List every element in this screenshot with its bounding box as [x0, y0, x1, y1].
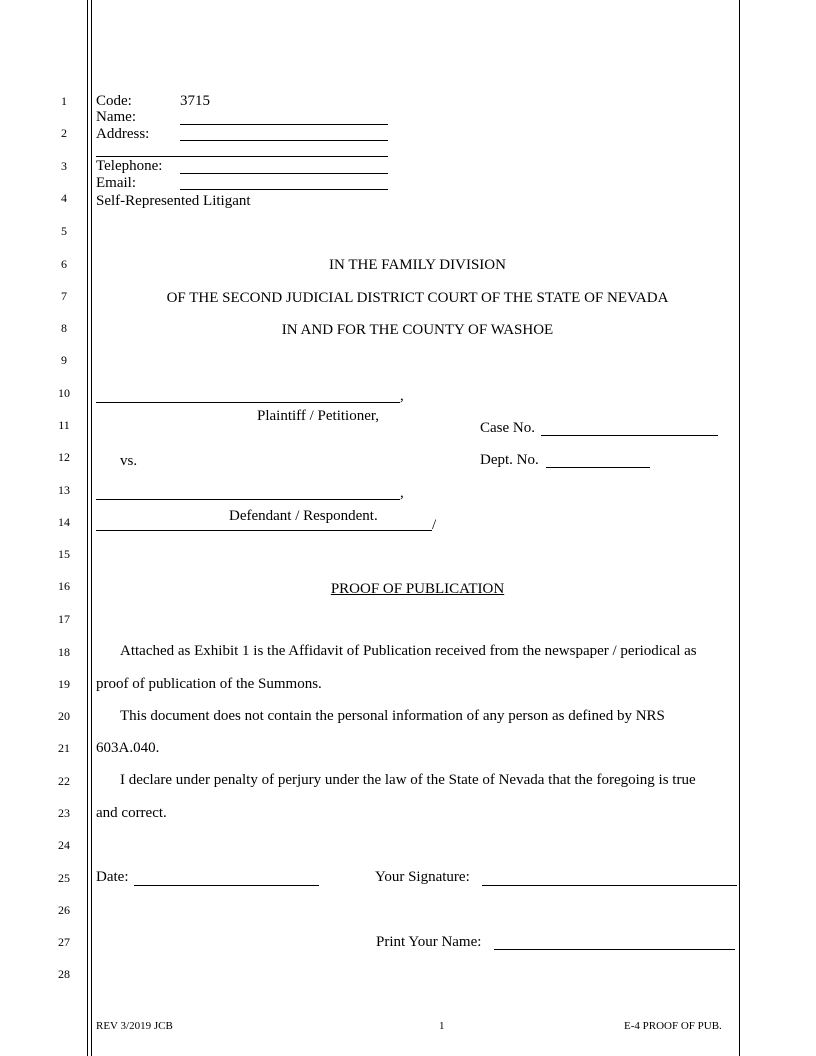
document-title-text: PROOF OF PUBLICATION — [330, 581, 505, 597]
line-number: 19 — [58, 677, 70, 691]
right-margin-rule — [739, 0, 740, 1056]
case-number-field[interactable] — [541, 435, 718, 436]
line-number: 1 — [61, 94, 67, 108]
paragraph-1-line-2: proof of publication of the Summons. — [96, 676, 322, 692]
caption-closing-slash: / — [432, 517, 437, 533]
line-number: 2 — [61, 126, 67, 140]
telephone-label: Telephone: — [96, 158, 163, 174]
case-number-label: Case No. — [480, 420, 535, 436]
line-number: 17 — [58, 612, 70, 626]
versus-label: vs. — [120, 453, 138, 469]
line-number: 12 — [58, 450, 70, 464]
line-number: 22 — [58, 774, 70, 788]
dept-number-field[interactable] — [546, 467, 650, 468]
line-number: 6 — [61, 257, 67, 271]
self-represented-label: Self-Represented Litigant — [96, 193, 251, 209]
address-field-line2[interactable] — [96, 156, 388, 157]
signature-field[interactable] — [482, 885, 737, 886]
date-label: Date: — [96, 869, 129, 885]
line-number: 15 — [58, 547, 70, 561]
address-field[interactable] — [180, 140, 388, 141]
line-number: 23 — [58, 806, 70, 820]
court-line-1: IN THE FAMILY DIVISION — [329, 257, 506, 273]
line-number: 21 — [58, 741, 70, 755]
line-number: 27 — [58, 935, 70, 949]
print-name-field[interactable] — [494, 949, 735, 950]
line-number: 20 — [58, 709, 70, 723]
plaintiff-name-field[interactable] — [96, 402, 400, 403]
print-name-label: Print Your Name: — [376, 934, 482, 950]
paragraph-2-line-1: This document does not contain the personal information of any person as defined by NRS — [120, 708, 665, 724]
plaintiff-label: Plaintiff / Petitioner, — [257, 408, 380, 424]
left-margin-rule-outer — [87, 0, 88, 1056]
paragraph-3-line-2: and correct. — [96, 805, 167, 821]
paragraph-1-line-1: Attached as Exhibit 1 is the Affidavit of Publication received from the newspaper / periodical as — [120, 643, 697, 659]
revision-label: REV 3/2019 JCB — [96, 1020, 173, 1032]
defendant-name-field[interactable] — [96, 499, 400, 500]
telephone-field[interactable] — [180, 173, 388, 174]
line-number: 10 — [58, 386, 70, 400]
line-number: 25 — [58, 871, 70, 885]
line-number: 5 — [61, 224, 67, 238]
line-number: 7 — [61, 289, 67, 303]
line-number: 26 — [58, 903, 70, 917]
address-label: Address: — [96, 126, 150, 142]
line-number: 8 — [61, 321, 67, 335]
email-label: Email: — [96, 175, 136, 191]
defendant-label: Defendant / Respondent. — [229, 508, 378, 524]
page-number: 1 — [439, 1020, 445, 1032]
line-number: 11 — [58, 418, 70, 432]
line-number: 9 — [61, 353, 67, 367]
line-number: 18 — [58, 645, 70, 659]
line-number: 3 — [61, 159, 67, 173]
name-field[interactable] — [180, 124, 388, 125]
line-number: 13 — [58, 483, 70, 497]
caption-closing-line — [96, 530, 432, 531]
court-line-3: IN AND FOR THE COUNTY OF WASHOE — [281, 322, 554, 338]
form-id: E-4 PROOF OF PUB. — [624, 1020, 722, 1032]
code-value: 3715 — [180, 93, 210, 109]
dept-number-label: Dept. No. — [480, 452, 539, 468]
left-margin-rule-inner — [91, 0, 92, 1056]
code-label: Code: — [96, 93, 132, 109]
defendant-comma: , — [400, 485, 404, 501]
line-number: 24 — [58, 838, 70, 852]
document-title — [96, 581, 739, 598]
line-number: 14 — [58, 515, 70, 529]
paragraph-3-line-1: I declare under penalty of perjury under the law of the State of Nevada that the foregoing is true — [120, 772, 696, 788]
line-number: 4 — [61, 191, 67, 205]
name-label: Name: — [96, 109, 136, 125]
signature-label: Your Signature: — [375, 869, 470, 885]
line-number: 16 — [58, 579, 70, 593]
email-field[interactable] — [180, 189, 388, 190]
date-field[interactable] — [134, 885, 319, 886]
line-number: 28 — [58, 967, 70, 981]
court-line-2: OF THE SECOND JUDICIAL DISTRICT COURT OF THE STATE OF NEVADA — [166, 290, 669, 306]
plaintiff-comma: , — [400, 388, 404, 404]
paragraph-2-line-2: 603A.040. — [96, 740, 160, 756]
